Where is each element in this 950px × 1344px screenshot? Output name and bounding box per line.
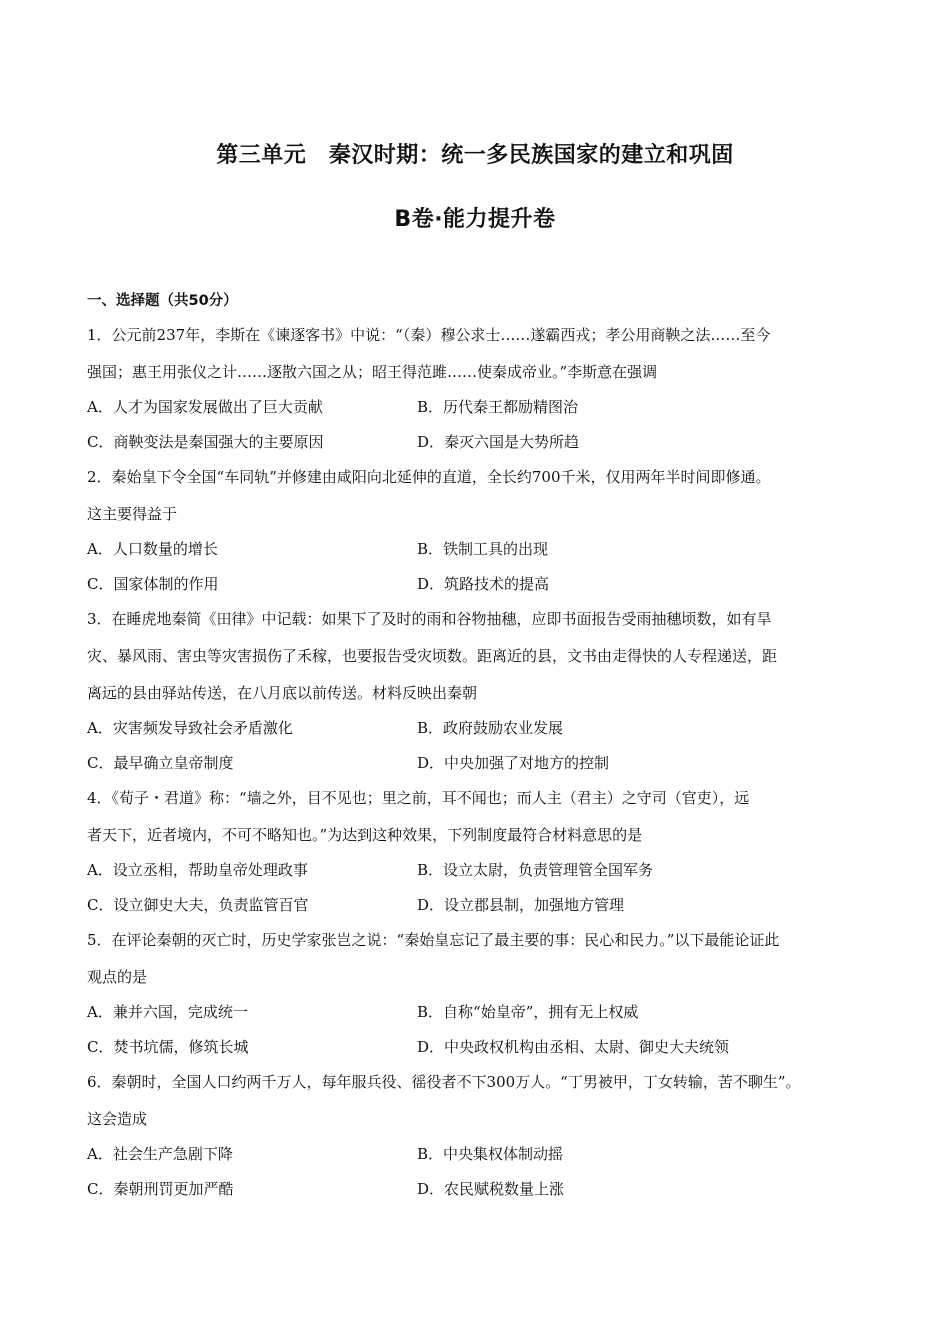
question-3-option-c: C．最早确立皇帝制度 <box>87 754 234 772</box>
question-4-line-2: 者天下，近者境内，不可不略知也。”为达到这种效果，下列制度最符合材料意思的是 <box>87 826 643 844</box>
question-1-option-a: A．人才为国家发展做出了巨大贡献 <box>87 398 323 416</box>
question-4-option-b: B．设立太尉，负责管理管全国军务 <box>417 861 654 879</box>
question-2-line-2: 这主要得益于 <box>87 505 178 523</box>
question-5-option-a: A．兼并六国，完成统一 <box>87 1003 248 1021</box>
question-1-line-1: 1．公元前237年，李斯在《谏逐客书》中说：“（秦）穆公求士……遂霸西戎；孝公用商鞅之法……至今 <box>87 326 771 344</box>
section-heading: 一、选择题（共50分） <box>87 293 238 309</box>
page-title: 第三单元 秦汉时期：统一多民族国家的建立和巩固 <box>216 143 734 168</box>
question-6-option-d: D．农民赋税数量上涨 <box>417 1180 565 1198</box>
question-5-option-b: B．自称“始皇帝”，拥有无上权威 <box>417 1003 639 1021</box>
question-3-option-d: D．中央加强了对地方的控制 <box>417 754 610 772</box>
question-5-option-d: D．中央政权机构由丞相、太尉、御史大夫统领 <box>417 1038 730 1056</box>
question-1-option-b: B．历代秦王都励精图治 <box>417 398 579 416</box>
question-3-option-a: A．灾害频发导致社会矛盾激化 <box>87 719 293 737</box>
question-6-option-b: B．中央集权体制动摇 <box>417 1145 564 1163</box>
question-5-line-1: 5．在评论秦朝的灭亡时，历史学家张岂之说：“秦始皇忘记了最主要的事：民心和民力。”以下最能论证此 <box>87 931 780 949</box>
question-6-line-2: 这会造成 <box>87 1110 148 1128</box>
question-3-line-1: 3．在睡虎地秦简《田律》中记载：如果下了及时的雨和谷物抽穗，应即书面报告受雨抽穗顷数，如有旱 <box>87 610 772 628</box>
question-4-option-c: C．设立御史大夫，负责监管百官 <box>87 896 309 914</box>
question-1-line-2: 强国；惠王用张仪之计……逐散六国之从；昭王得范雎……使秦成帝业。”李斯意在强调 <box>87 363 658 381</box>
question-3-option-b: B．政府鼓励农业发展 <box>417 719 564 737</box>
question-2-option-d: D．筑路技术的提高 <box>417 575 550 593</box>
question-4-line-1: 4．《荀子・君道》称：“墙之外，目不见也；里之前，耳不闻也；而人主（君主）之守司（官吏），远 <box>87 789 750 807</box>
question-1-option-c: C．商鞅变法是秦国强大的主要原因 <box>87 433 324 451</box>
question-2-option-b: B．铁制工具的出现 <box>417 540 549 558</box>
question-6-option-a: A．社会生产急剧下降 <box>87 1145 233 1163</box>
question-2-line-1: 2．秦始皇下令全国“车同轨”并修建由咸阳向北延伸的直道，全长约700千米，仅用两年半时间即修通。 <box>87 468 771 486</box>
page-subtitle: B卷·能力提升卷 <box>394 207 556 232</box>
question-6-option-c: C．秦朝刑罚更加严酷 <box>87 1180 234 1198</box>
question-3-line-3: 离远的县由驿站传送，在八月底以前传送。材料反映出秦朝 <box>87 684 478 702</box>
question-4-option-a: A．设立丞相，帮助皇帝处理政事 <box>87 861 308 879</box>
question-2-option-a: A．人口数量的增长 <box>87 540 218 558</box>
question-3-line-2: 灾、暴风雨、害虫等灾害损伤了禾稼，也要报告受灾顷数。距离近的县，文书由走得快的人专程递送，距 <box>87 647 778 665</box>
question-5-line-2: 观点的是 <box>87 968 148 986</box>
question-6-line-1: 6．秦朝时，全国人口约两千万人，每年服兵役、徭役者不下300万人。“丁男被甲，丁女转输，苦不聊生”。 <box>87 1073 801 1091</box>
question-2-option-c: C．国家体制的作用 <box>87 575 219 593</box>
question-5-option-c: C．焚书坑儒，修筑长城 <box>87 1038 249 1056</box>
question-1-option-d: D．秦灭六国是大势所趋 <box>417 433 580 451</box>
question-4-option-d: D．设立郡县制，加强地方管理 <box>417 896 625 914</box>
